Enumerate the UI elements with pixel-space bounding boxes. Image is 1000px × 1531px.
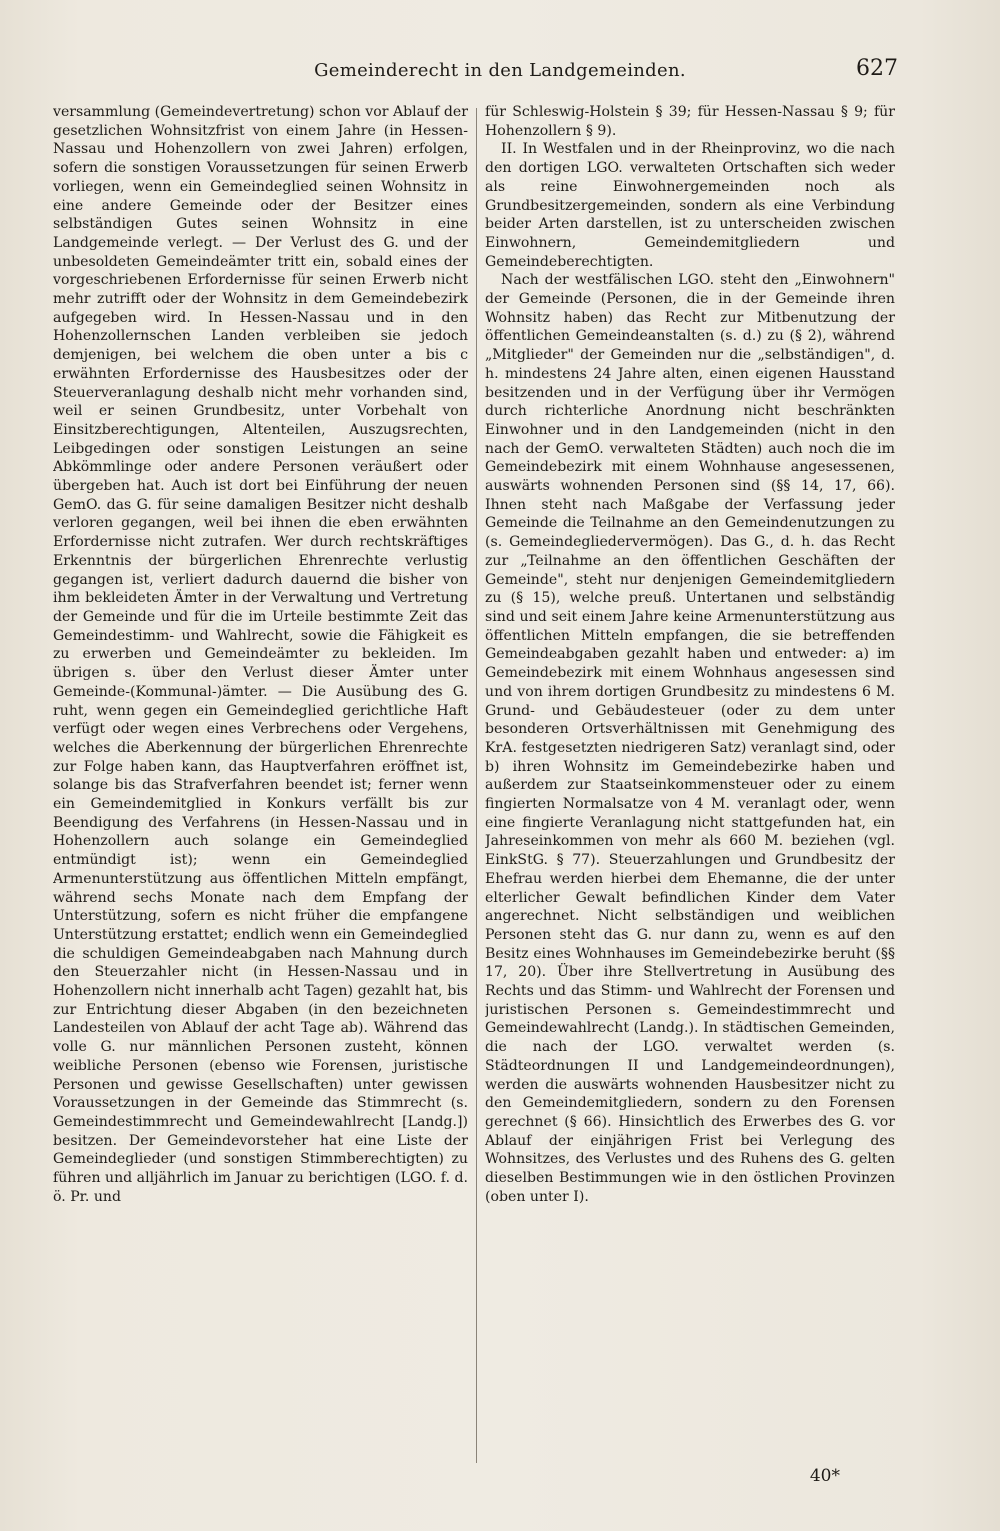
right-column-paragraph-westphalia: Nach der westfälischen LGO. steht den „Einwohnern" der Gemeinde (Personen, die in der Gemeinde ihren Wohnsitz haben) das Recht zur Mitbenutzung der öffentlichen Gemeindeanstalten (s. d.) zu (§ 2), während „Mitglieder" der Gemeinden nur die „selbständigen", d. h. mindestens 24 Jahre alten, einen eigenen Hausstand besitzenden und in der Verfügung über ihr Vermögen durch richterliche Anordnung nicht beschränkten Einwohner und in den Landgemeinden (nicht in den nach der GemO. verwalteten Städten) auch noch die im Gemeindebezirk mit einem Wohnhause angesessenen, auswärts wohnenden Personen sind (§§ 14, 17, 66). Ihnen steht nach Maßgabe der Verfassung jeder Gemeinde die Teilnahme an den Gemeindenutzungen zu (s. Gemeindegliedervermögen). Das G., d. h. das Recht zur „Teilnahme an den öffentlichen Geschäften der Gemeinde", steht nur denjenigen Gemeindemitgliedern zu (§ 15), welche preuß. Untertanen und selbständig sind und seit einem Jahre keine Armenunterstützung aus öffentlichen Mitteln empfangen, die sie betreffenden Gemeindeabgaben gezahlt haben und entweder: a) im Gemeindebezirk mit einem Wohnhaus angesessen sind und von ihrem dortigen Grundbesitz zu mindestens 6 M. Grund- und Gebäudesteuer (oder zu dem unter besonderen Ortsverhältnissen mit Genehmigung des KrA. festgesetzten niedrigeren Satz) veranlagt sind, oder b) ihren Wohnsitz im Gemeindebezirke haben und außerdem zur Staatseinkommensteuer oder zu einem fingierten Normalsatze von 4 M. veranlagt oder, wenn eine fingierte Veranlagung nicht stattgefunden hat, ein Jahreseinkommen von mehr als 660 M. beziehen (vgl. EinkStG. § 77). Steuerzahlungen und Grundbesitz der Ehefrau werden hierbei dem Ehemanne, die der unter elterlicher Gewalt befindlichen Kinder dem Vater angerechnet. Nicht selbständigen und weiblichen Personen steht das G. nur dann zu, wenn es auf den Besitz eines Wohnhauses im Gemeindebezirke beruht (§§ 17, 20). Über ihre Stellvertretung in Ausübung des Rechts und das Stimm- und Wahlrecht der Forensen und juristischen Personen s. Gemeindestimmrecht und Gemeindewahlrecht (Landg.). In städtischen Gemeinden, die nach der LGO. verwaltet werden (s. Städteordnungen II und Landgemeindeordnungen), werden die auswärts wohnenden Hausbesitzer nicht zu den Gemeindemitgliedern, sondern zu den Forensen gerechnet (§ 66). Hinsichtlich des Erwerbes des G. vor Ablauf der einjährigen Frist bei Verlegung des Wohnsitzes, des Verlustes und des Ruhens des G. gelten dieselben Bestimmungen wie in den östlichen Provinzen (oben unter I). xyxy=(485,272,895,1205)
left-column-paragraph: versammlung (Gemeindevertretung) schon vor Ablauf der gesetzlichen Wohnsitzfrist von einem Jahre (in Hessen-Nassau und Hohenzollern von zwei Jahren) erfolgen, sofern die sonstigen Voraussetzungen für seinen Erwerb vorliegen, wenn ein Gemeindeglied seinen Wohnsitz in eine andere Gemeinde oder der Besitzer eines selbständigen Gutes seinen Wohnsitz in eine Landgemeinde verlegt. — Der Verlust des G. und der unbesoldeten Gemeindeämter tritt ein, sobald eines der vorgeschriebenen Erfordernisse für seinen Erwerb nicht mehr zutrifft oder der Wohnsitz in dem Gemeindebezirk aufgegeben wird. In Hessen-Nassau und in den Hohenzollernschen Landen verbleiben sie jedoch demjenigen, bei welchem die oben unter a bis c erwähnten Erfordernisse des Hausbesitzes oder der Steuerveranlagung deshalb nicht mehr vorhanden sind, weil er seinen Grundbesitz, unter Vorbehalt von Einsitzberechtigungen, Altenteilen, Auszugsrechten, Leibgedingen oder sonstigen Leistungen an seine Abkömmlinge oder andere Personen veräußert oder übergeben hat. Auch ist dort bei Einführung der neuen GemO. das G. für seine damaligen Besitzer nicht deshalb verloren gegangen, weil bei ihnen die eben erwähnten Erfordernisse nicht zutrafen. Wer durch rechtskräftiges Erkenntnis der bürgerlichen Ehrenrechte verlustig gegangen ist, verliert dadurch dauernd die bisher von ihm bekleideten Ämter in der Verwaltung und Vertretung der Gemeinde und für die im Urteile bestimmte Zeit das Gemeindestimm- und Wahlrecht, sowie die Fähigkeit es zu erwerben und Gemeindeämter zu bekleiden. Im übrigen s. über den Verlust dieser Ämter unter Gemeinde-(Kommunal-)ämter. — Die Ausübung des G. ruht, wenn gegen ein Gemeindeglied gerichtliche Haft verfügt oder wegen eines Verbrechens oder Vergehens, welches die Aberkennung der bürgerlichen Ehrenrechte zur Folge haben kann, das Hauptverfahren eröffnet ist, solange bis das Strafverfahren beendet ist; ferner wenn ein Gemeindemitglied in Konkurs verfällt bis zur Beendigung des Verfahrens (in Hessen-Nassau und in Hohenzollern auch solange ein Gemeindeglied entmündigt ist); wenn ein Gemeindeglied Armenunterstützung aus öffentlichen Mitteln empfängt, während sechs Monate nach dem Empfang der Unterstützung, sofern es nicht früher die empfangene Unterstützung erstattet; endlich wenn ein Gemeindeglied die schuldigen Gemeindeabgaben nach Mahnung durch den Steuerzahler nicht (in Hessen-Nassau und in Hohenzollern nicht innerhalb acht Tagen) gezahlt hat, bis zur Entrichtung dieser Abgaben (in den bezeichneten Landesteilen von Ablauf der acht Tage ab). Während das volle G. nur männlichen Personen zusteht, können weibliche Personen (ebenso wie Forensen, juristische Personen und gewisse Gesellschaften) unter gewissen Voraussetzungen in der Gemeinde das Stimmrecht (s. Gemeindestimmrecht und Gemeindewahlrecht [Landg.]) besitzen. Der Gemeindevorsteher hat eine Liste der Gemeindeglieder (und sonstigen Stimmberechtigten) zu führen und alljährlich im Januar zu berichtigen (LGO. f. d. ö. Pr. und xyxy=(53,104,468,1205)
right-column-paragraph-continuation: für Schleswig-Holstein § 39; für Hessen-Nassau § 9; für Hohenzollern § 9). xyxy=(485,104,895,139)
right-column-paragraph-section-ii: II. In Westfalen und in der Rheinprovinz, wo die nach den dortigen LGO. verwalteten Ortschaften sich weder als reine Einwohnergemeinden noch als Grundbesitzergemeinden, sondern als eine Verbindung beider Arten darstellen, ist zu unterscheiden zwischen Einwohnern, Gemeindemitgliedern und Gemeindeberechtigten. xyxy=(485,141,895,270)
printer-signature-mark: 40* xyxy=(809,1466,840,1486)
right-column xyxy=(485,103,895,1468)
running-title: Gemeinderecht in den Landgemeinden. xyxy=(314,60,686,81)
column-divider xyxy=(476,108,477,1463)
left-column xyxy=(53,103,468,1468)
page-number: 627 xyxy=(856,56,898,81)
